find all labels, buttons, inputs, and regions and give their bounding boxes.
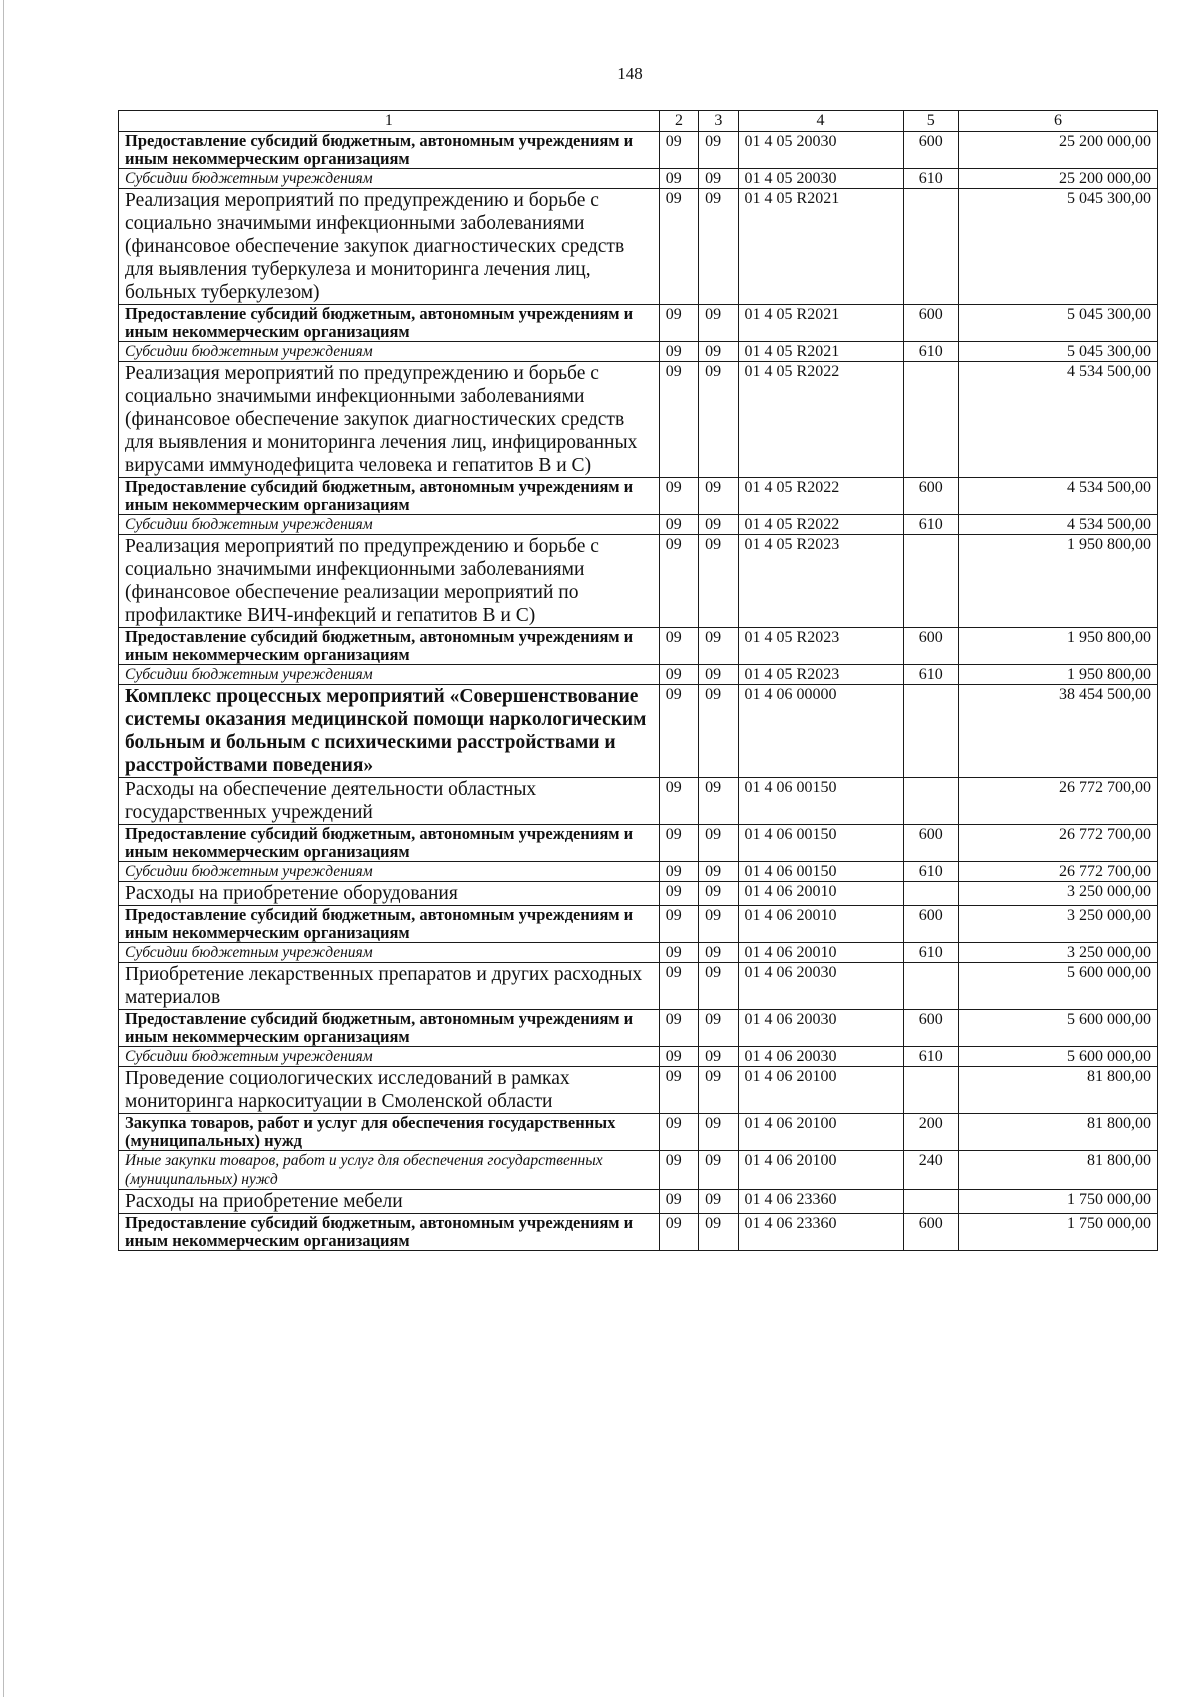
amount-cell: 25 200 000,00 [958,169,1157,189]
section-code-cell: 09 [659,1010,698,1047]
expense-type-cell [903,535,958,628]
amount-cell: 4 534 500,00 [958,362,1157,478]
amount-cell: 4 534 500,00 [958,478,1157,515]
expense-type-cell [903,362,958,478]
section-code-cell: 09 [659,515,698,535]
section-code-cell: 09 [659,825,698,862]
row-name-cell: Предоставление субсидий бюджетным, автономным учреждениям и иным некоммерческим организациям [119,1010,660,1047]
table-row [119,1151,1158,1190]
subsection-code-cell: 09 [699,1151,738,1190]
target-article-cell: 01 4 05 R2021 [738,189,903,305]
expense-type-cell [903,778,958,825]
target-article-cell: 01 4 06 00150 [738,825,903,862]
amount-cell: 81 800,00 [958,1067,1157,1114]
section-code-cell: 09 [659,1214,698,1251]
target-article-cell: 01 4 05 R2023 [738,665,903,685]
target-article-cell: 01 4 06 23360 [738,1190,903,1214]
section-code-cell: 09 [659,1067,698,1114]
row-name-cell: Предоставление субсидий бюджетным, автономным учреждениям и иным некоммерческим организациям [119,478,660,515]
row-name-cell: Предоставление субсидий бюджетным, автономным учреждениям и иным некоммерческим организациям [119,1214,660,1251]
row-name-cell: Субсидии бюджетным учреждениям [119,515,660,535]
section-code-cell: 09 [659,535,698,628]
section-code-cell: 09 [659,685,698,778]
subsection-code-cell: 09 [699,1214,738,1251]
table-row [119,169,1158,189]
amount-cell: 5 045 300,00 [958,342,1157,362]
expense-type-cell: 600 [903,1214,958,1251]
row-name-cell: Предоставление субсидий бюджетным, автономным учреждениям и иным некоммерческим организациям [119,906,660,943]
target-article-cell: 01 4 06 20030 [738,1010,903,1047]
expense-type-cell: 200 [903,1114,958,1151]
section-code-cell: 09 [659,169,698,189]
target-article-cell: 01 4 06 00000 [738,685,903,778]
subsection-code-cell: 09 [699,882,738,906]
table-row [119,515,1158,535]
target-article-cell: 01 4 06 20010 [738,882,903,906]
amount-cell: 1 950 800,00 [958,535,1157,628]
target-article-cell: 01 4 05 R2021 [738,305,903,342]
expense-type-cell: 600 [903,305,958,342]
column-number-header-row [119,111,1158,132]
table-row [119,685,1158,778]
subsection-code-cell: 09 [699,1067,738,1114]
header-cell: 2 [659,111,698,132]
table-row [119,478,1158,515]
expense-type-cell: 600 [903,906,958,943]
subsection-code-cell: 09 [699,963,738,1010]
target-article-cell: 01 4 06 20100 [738,1114,903,1151]
expense-type-cell: 600 [903,132,958,169]
header-cell: 3 [699,111,738,132]
expense-type-cell: 610 [903,862,958,882]
table-row [119,825,1158,862]
target-article-cell: 01 4 05 R2023 [738,628,903,665]
header-cell: 5 [903,111,958,132]
expense-type-cell [903,882,958,906]
amount-cell: 5 600 000,00 [958,963,1157,1010]
subsection-code-cell: 09 [699,189,738,305]
row-name-cell: Субсидии бюджетным учреждениям [119,1047,660,1067]
subsection-code-cell: 09 [699,906,738,943]
table-row [119,189,1158,305]
subsection-code-cell: 09 [699,825,738,862]
amount-cell: 3 250 000,00 [958,882,1157,906]
section-code-cell: 09 [659,1151,698,1190]
expense-type-cell [903,189,958,305]
expense-type-cell [903,1190,958,1214]
subsection-code-cell: 09 [699,169,738,189]
expense-type-cell: 610 [903,943,958,963]
table-row [119,882,1158,906]
row-name-cell: Проведение социологических исследований в рамках мониторинга наркоситуации в Смоленской области [119,1067,660,1114]
target-article-cell: 01 4 05 20030 [738,169,903,189]
row-name-cell: Субсидии бюджетным учреждениям [119,665,660,685]
section-code-cell: 09 [659,1047,698,1067]
amount-cell: 3 250 000,00 [958,943,1157,963]
table-row [119,1067,1158,1114]
row-name-cell: Комплекс процессных мероприятий «Совершенствование системы оказания медицинской помощи наркологическим больным и больным с психическими расстройствами и расстройствами поведения» [119,685,660,778]
row-name-cell: Предоставление субсидий бюджетным, автономным учреждениям и иным некоммерческим организациям [119,825,660,862]
table-row [119,906,1158,943]
section-code-cell: 09 [659,342,698,362]
subsection-code-cell: 09 [699,515,738,535]
subsection-code-cell: 09 [699,362,738,478]
target-article-cell: 01 4 05 R2021 [738,342,903,362]
amount-cell: 26 772 700,00 [958,778,1157,825]
row-name-cell: Субсидии бюджетным учреждениям [119,943,660,963]
table-row [119,862,1158,882]
expense-type-cell: 600 [903,478,958,515]
subsection-code-cell: 09 [699,628,738,665]
row-name-cell: Предоставление субсидий бюджетным, автономным учреждениям и иным некоммерческим организациям [119,305,660,342]
scan-edge-line [3,0,4,1697]
expense-type-cell: 600 [903,1010,958,1047]
section-code-cell: 09 [659,862,698,882]
amount-cell: 5 600 000,00 [958,1010,1157,1047]
table-row [119,963,1158,1010]
amount-cell: 26 772 700,00 [958,862,1157,882]
row-name-cell: Расходы на приобретение оборудования [119,882,660,906]
amount-cell: 1 950 800,00 [958,665,1157,685]
section-code-cell: 09 [659,882,698,906]
subsection-code-cell: 09 [699,132,738,169]
subsection-code-cell: 09 [699,1047,738,1067]
subsection-code-cell: 09 [699,1114,738,1151]
row-name-cell: Реализация мероприятий по предупреждению и борьбе с социально значимыми инфекционными заболеваниями (финансовое обеспечение закупок диагностических средств для выявления и мониторинга лечения лиц, инфицированных вирусами иммунодефицита человека и гепатитов В и С) [119,362,660,478]
target-article-cell: 01 4 06 20030 [738,963,903,1010]
amount-cell: 81 800,00 [958,1151,1157,1190]
subsection-code-cell: 09 [699,862,738,882]
table-row [119,305,1158,342]
amount-cell: 38 454 500,00 [958,685,1157,778]
amount-cell: 25 200 000,00 [958,132,1157,169]
header-cell: 1 [119,111,660,132]
target-article-cell: 01 4 05 R2022 [738,515,903,535]
section-code-cell: 09 [659,963,698,1010]
subsection-code-cell: 09 [699,1190,738,1214]
table-row [119,1010,1158,1047]
table-row [119,665,1158,685]
subsection-code-cell: 09 [699,943,738,963]
target-article-cell: 01 4 06 20100 [738,1151,903,1190]
section-code-cell: 09 [659,906,698,943]
row-name-cell: Субсидии бюджетным учреждениям [119,862,660,882]
amount-cell: 3 250 000,00 [958,906,1157,943]
section-code-cell: 09 [659,132,698,169]
row-name-cell: Закупка товаров, работ и услуг для обеспечения государственных (муниципальных) нужд [119,1114,660,1151]
budget-table-body [119,111,1158,1251]
expense-type-cell: 610 [903,665,958,685]
section-code-cell: 09 [659,778,698,825]
subsection-code-cell: 09 [699,305,738,342]
subsection-code-cell: 09 [699,665,738,685]
target-article-cell: 01 4 06 20010 [738,906,903,943]
row-name-cell: Реализация мероприятий по предупреждению и борьбе с социально значимыми инфекционными заболеваниями (финансовое обеспечение закупок диагностических средств для выявления туберкулеза и мониторинга лечения лиц, больных туберкулезом) [119,189,660,305]
table-row [119,628,1158,665]
amount-cell: 81 800,00 [958,1114,1157,1151]
target-article-cell: 01 4 06 23360 [738,1214,903,1251]
target-article-cell: 01 4 05 20030 [738,132,903,169]
row-name-cell: Приобретение лекарственных препаратов и других расходных материалов [119,963,660,1010]
target-article-cell: 01 4 06 00150 [738,778,903,825]
expense-type-cell: 600 [903,628,958,665]
target-article-cell: 01 4 06 20010 [738,943,903,963]
row-name-cell: Предоставление субсидий бюджетным, автономным учреждениям и иным некоммерческим организациям [119,132,660,169]
table-row [119,1114,1158,1151]
table-row [119,1047,1158,1067]
row-name-cell: Субсидии бюджетным учреждениям [119,169,660,189]
amount-cell: 1 750 000,00 [958,1214,1157,1251]
table-row [119,132,1158,169]
section-code-cell: 09 [659,665,698,685]
row-name-cell: Иные закупки товаров, работ и услуг для обеспечения государственных (муниципальных) нужд [119,1151,660,1190]
target-article-cell: 01 4 06 00150 [738,862,903,882]
section-code-cell: 09 [659,305,698,342]
row-name-cell: Расходы на обеспечение деятельности областных государственных учреждений [119,778,660,825]
section-code-cell: 09 [659,362,698,478]
table-row [119,362,1158,478]
row-name-cell: Расходы на приобретение мебели [119,1190,660,1214]
table-row [119,943,1158,963]
section-code-cell: 09 [659,1190,698,1214]
subsection-code-cell: 09 [699,478,738,515]
table-row [119,1214,1158,1251]
subsection-code-cell: 09 [699,685,738,778]
expense-type-cell: 240 [903,1151,958,1190]
expense-type-cell: 610 [903,169,958,189]
target-article-cell: 01 4 05 R2023 [738,535,903,628]
amount-cell: 5 045 300,00 [958,189,1157,305]
page-number: 148 [617,64,643,83]
expense-type-cell: 610 [903,342,958,362]
row-name-cell: Предоставление субсидий бюджетным, автономным учреждениям и иным некоммерческим организациям [119,628,660,665]
row-name-cell: Субсидии бюджетным учреждениям [119,342,660,362]
target-article-cell: 01 4 06 20030 [738,1047,903,1067]
amount-cell: 1 750 000,00 [958,1190,1157,1214]
row-name-cell: Реализация мероприятий по предупреждению и борьбе с социально значимыми инфекционными заболеваниями (финансовое обеспечение реализации мероприятий по профилактике ВИЧ-инфекций и гепатитов В и С) [119,535,660,628]
amount-cell: 5 045 300,00 [958,305,1157,342]
section-code-cell: 09 [659,1114,698,1151]
section-code-cell: 09 [659,478,698,515]
header-cell: 6 [958,111,1157,132]
section-code-cell: 09 [659,189,698,305]
budget-table [118,110,1158,1251]
amount-cell: 26 772 700,00 [958,825,1157,862]
subsection-code-cell: 09 [699,778,738,825]
header-cell: 4 [738,111,903,132]
section-code-cell: 09 [659,943,698,963]
expense-type-cell [903,963,958,1010]
expense-type-cell [903,685,958,778]
subsection-code-cell: 09 [699,342,738,362]
expense-type-cell [903,1067,958,1114]
amount-cell: 1 950 800,00 [958,628,1157,665]
expense-type-cell: 610 [903,1047,958,1067]
expense-type-cell: 610 [903,515,958,535]
expense-type-cell: 600 [903,825,958,862]
subsection-code-cell: 09 [699,535,738,628]
table-row [119,1190,1158,1214]
amount-cell: 4 534 500,00 [958,515,1157,535]
target-article-cell: 01 4 05 R2022 [738,478,903,515]
target-article-cell: 01 4 05 R2022 [738,362,903,478]
amount-cell: 5 600 000,00 [958,1047,1157,1067]
table-row [119,342,1158,362]
table-row [119,535,1158,628]
subsection-code-cell: 09 [699,1010,738,1047]
target-article-cell: 01 4 06 20100 [738,1067,903,1114]
section-code-cell: 09 [659,628,698,665]
table-row [119,778,1158,825]
